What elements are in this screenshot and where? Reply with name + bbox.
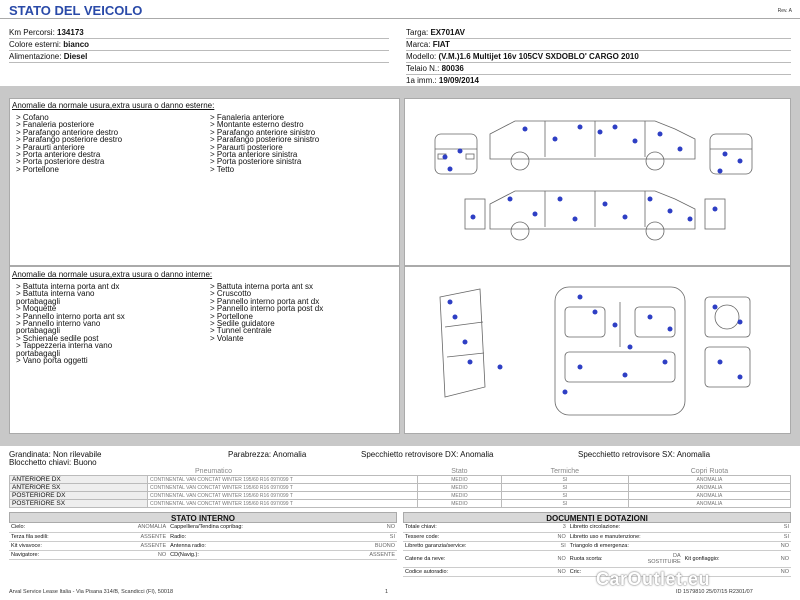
field-label: Catene da neve: <box>403 550 542 567</box>
page-title: STATO DEL VEICOLO <box>9 3 143 18</box>
footer-reference: ID 1579810 25/07/15 R2301/07 <box>676 589 753 595</box>
tyre-hubcap: ANOMALIA <box>628 476 790 484</box>
plate-label: Targa: <box>406 28 429 37</box>
color-row <box>9 39 389 51</box>
damage-marker <box>598 130 603 135</box>
list-item: > Tappezzeria interna vano <box>16 341 113 351</box>
watermark-logo: CarOutlet.eu <box>596 569 711 589</box>
external-car-diagram <box>405 99 792 267</box>
internal-state-table <box>9 523 397 560</box>
tyre-position: POSTERIORE DX <box>10 492 148 500</box>
list-item: > Sedile guidatore <box>210 319 275 329</box>
field-value: NO <box>98 550 168 559</box>
tyre-position: ANTERIORE SX <box>10 484 148 492</box>
list-item: > Portellone <box>16 164 59 174</box>
field-label: Navigatore: <box>9 550 98 559</box>
model-label: Modello: <box>406 52 437 61</box>
damage-marker <box>713 207 718 212</box>
list-item: > Parafango anteriore destro <box>16 127 119 137</box>
field-label: Libretto circolazione: <box>568 523 765 532</box>
field-label: Radio: <box>168 532 333 541</box>
tyre-model: CONTINENTAL VAN CONCTAT WINTER 195/60 R16 097/099 T <box>148 492 418 500</box>
damage-marker <box>648 315 653 320</box>
list-item: > Fanaleria anteriore <box>210 113 285 122</box>
field-label: Cielo: <box>9 523 98 532</box>
table-row <box>403 541 791 550</box>
damage-marker <box>448 300 453 305</box>
damage-marker <box>623 215 628 220</box>
field-label: Libretto uso e manutenzione: <box>568 532 765 541</box>
list-item: portabagagli <box>16 326 61 336</box>
brand-label: Marca: <box>406 40 431 49</box>
table-row <box>10 476 791 484</box>
damage-marker <box>578 295 583 300</box>
internal-car-diagram-panel <box>404 266 791 434</box>
key-block-status: Blocchetto chiavi: Buono <box>9 458 97 467</box>
list-item: > Battuta interna porta ant sx <box>210 282 313 291</box>
external-list-col1 <box>16 114 206 173</box>
column-header: Copri Ruota <box>690 468 729 475</box>
color-value: bianco <box>63 40 90 49</box>
field-label: Triangolo di emergenza: <box>568 541 765 550</box>
field-label: Antenna radio: <box>168 541 333 550</box>
damage-marker <box>468 360 473 365</box>
field-label: Cappelliera/Tendina copribag: <box>168 523 333 532</box>
damage-marker <box>558 197 563 202</box>
field-value: NO <box>333 523 397 532</box>
list-item: > Cruscotto <box>210 289 252 299</box>
documents-title: DOCUMENTI E DOTAZIONI <box>403 512 791 523</box>
list-item: > Battuta interna porta ant dx <box>16 282 120 291</box>
list-item: > Paraurti posteriore <box>210 142 283 152</box>
damage-marker <box>613 125 618 130</box>
list-item: > Porta anteriore destra <box>16 150 101 160</box>
internal-state-section <box>9 512 397 560</box>
field-value: NO <box>542 550 568 567</box>
damage-marker <box>463 340 468 345</box>
external-list-col2 <box>210 114 395 173</box>
list-item: > Porta anteriore sinistra <box>210 150 298 160</box>
tyre-winter: SI <box>501 500 628 508</box>
damage-marker <box>593 310 598 315</box>
damage-marker <box>498 365 503 370</box>
damage-marker <box>471 215 476 220</box>
field-value: 3 <box>542 523 568 532</box>
internal-car-diagram <box>405 267 792 435</box>
damage-marker <box>668 327 673 332</box>
tyre-hubcap: ANOMALIA <box>628 492 790 500</box>
damage-marker <box>713 305 718 310</box>
column-header: Pneumatico <box>195 468 232 475</box>
field-label: Kit vivavoce: <box>9 541 98 550</box>
field-label: Ruota scorta: <box>568 550 646 567</box>
damage-marker <box>633 139 638 144</box>
field-value: SI <box>333 532 397 541</box>
field-value: SI <box>765 523 791 532</box>
list-item: > Volante <box>210 333 244 343</box>
tyre-hubcap: ANOMALIA <box>628 484 790 492</box>
field-label: Codice autoradio: <box>403 567 542 576</box>
list-item: > Vano porta oggetti <box>16 356 88 366</box>
tyre-model: CONTINENTAL VAN CONCTAT WINTER 195/60 R16 097/099 T <box>148 500 418 508</box>
list-item: > Tunnel centrale <box>210 326 272 336</box>
list-item: > Pannello interno porta post dx <box>210 304 324 314</box>
table-row <box>403 550 791 567</box>
field-label: Cric: <box>568 567 765 576</box>
damage-markers <box>448 295 743 395</box>
damage-marker <box>718 360 723 365</box>
field-label: Kit gonfiaggio: <box>683 550 765 567</box>
field-label: CD(Navig.): <box>168 550 333 559</box>
km-value: 134173 <box>57 28 84 37</box>
vehicle-info-right <box>406 27 791 87</box>
chassis-label: Telaio N.: <box>406 64 440 73</box>
title-divider <box>0 18 800 19</box>
damage-marker <box>628 345 633 350</box>
list-item: > Parafango posteriore sinistro <box>210 135 320 145</box>
damage-marker <box>738 159 743 164</box>
tyre-table-header <box>10 468 791 476</box>
internal-list-col1 <box>16 283 211 364</box>
list-item: > Porta posteriore destra <box>16 157 105 167</box>
internal-damage-panel <box>9 266 400 434</box>
color-label: Colore esterni: <box>9 40 62 49</box>
registration-label: 1a imm.: <box>406 76 437 85</box>
damage-marker <box>508 197 513 202</box>
damage-marker <box>563 390 568 395</box>
list-item: > Montante esterno destro <box>210 120 304 130</box>
km-row <box>9 27 389 39</box>
tyre-model: CONTINENTAL VAN CONCTAT WINTER 195/60 R16 097/099 T <box>148 476 418 484</box>
external-damage-title: Anomalie da normale usura,extra usura o danno esterne: <box>12 101 215 110</box>
list-item: > Fanaleria posteriore <box>16 120 95 130</box>
windshield-status: Parabrezza: Anomalia <box>228 450 307 459</box>
fuel-label: Alimentazione: <box>9 52 62 61</box>
fuel-row <box>9 51 389 63</box>
table-row <box>9 532 397 541</box>
vehicle-info-left <box>9 27 389 63</box>
list-item: > Pannello interno porta ant dx <box>210 296 320 306</box>
tyre-state: MEDIO <box>418 492 502 500</box>
list-item: > Pannello interno porta ant sx <box>16 311 125 321</box>
damage-marker <box>578 365 583 370</box>
tyre-winter: SI <box>501 484 628 492</box>
brand-value: FIAT <box>432 40 450 49</box>
table-row <box>9 523 397 532</box>
tyre-position: ANTERIORE DX <box>10 476 148 484</box>
internal-state-title: STATO INTERNO <box>9 512 397 523</box>
mirror-dx-status: Specchietto retrovisore DX: Anomalia <box>361 450 494 459</box>
plate-row <box>406 27 791 39</box>
damage-marker <box>663 360 668 365</box>
damage-marker <box>533 212 538 217</box>
field-value: SI <box>765 532 791 541</box>
list-item: > Cofano <box>16 113 49 122</box>
field-label: Terza fila sedili: <box>9 532 98 541</box>
damage-marker <box>613 323 618 328</box>
field-value: NO <box>765 550 791 567</box>
plate-value: EX701AV <box>430 28 466 37</box>
field-value: NO <box>765 541 791 550</box>
mirror-sx-status: Specchietto retrovisore SX: Anomalia <box>578 450 711 459</box>
damage-marker <box>718 169 723 174</box>
model-row <box>406 51 791 63</box>
model-value: (V.M.)1.6 Multijet 16v 105CV SXDOBLO' CARGO 2010 <box>438 52 639 61</box>
damage-marker <box>668 209 673 214</box>
list-item: portabagagli <box>16 348 61 358</box>
damage-marker <box>723 152 728 157</box>
damage-marker <box>453 315 458 320</box>
damage-marker <box>523 127 528 132</box>
tyre-position: POSTERIORE SX <box>10 500 148 508</box>
damage-markers <box>443 125 743 222</box>
damage-marker <box>688 217 693 222</box>
field-value: ASSENTE <box>333 550 397 559</box>
fuel-value: Diesel <box>63 52 88 61</box>
tyre-state: MEDIO <box>418 500 502 508</box>
damage-marker <box>738 320 743 325</box>
table-row <box>403 523 791 532</box>
revision-label: Rev. A <box>777 8 792 14</box>
km-label: Km Percorsi: <box>9 28 55 37</box>
external-damage-panel <box>9 98 400 266</box>
tyre-model: CONTINENTAL VAN CONCTAT WINTER 195/60 R16 097/099 T <box>148 484 418 492</box>
tyre-winter: SI <box>501 476 628 484</box>
chassis-value: 80036 <box>441 64 464 73</box>
damage-marker <box>553 137 558 142</box>
list-item: > Tetto <box>210 164 235 174</box>
field-label: Libretto garanzia/service: <box>403 541 542 550</box>
internal-damage-title: Anomalie da normale usura,extra usura o danno interne: <box>12 270 213 279</box>
list-item: portabagagli <box>16 296 61 306</box>
column-header: Stato <box>451 468 468 475</box>
table-row <box>10 484 791 492</box>
list-item: > Parafango anteriore sinistro <box>210 127 316 137</box>
damage-marker <box>573 217 578 222</box>
tyre-state: MEDIO <box>418 476 502 484</box>
list-item: > Schienale sedile post <box>16 333 99 343</box>
tyre-winter: SI <box>501 492 628 500</box>
damage-marker <box>623 373 628 378</box>
damage-marker <box>678 147 683 152</box>
table-row <box>9 541 397 550</box>
registration-value: 19/09/2014 <box>438 76 479 85</box>
list-item: > Battuta interna vano <box>16 289 95 299</box>
documents-section <box>403 512 791 577</box>
damage-marker <box>603 202 608 207</box>
table-row <box>9 550 397 559</box>
field-value: ANOMALIA <box>98 523 168 532</box>
tyre-state: MEDIO <box>418 484 502 492</box>
field-value: NO <box>765 567 791 576</box>
field-label: Tessere code: <box>403 532 542 541</box>
damage-marker <box>738 375 743 380</box>
field-value: BUONO <box>333 541 397 550</box>
internal-list-col2 <box>210 283 395 342</box>
field-value: ASSENTE <box>98 532 168 541</box>
column-header: Termiche <box>550 468 580 475</box>
field-value: ASSENTE <box>98 541 168 550</box>
chassis-row <box>406 63 791 75</box>
brand-row <box>406 39 791 51</box>
table-row <box>403 532 791 541</box>
damage-marker <box>658 132 663 137</box>
hail-status: Grandinata: Non rilevabile <box>9 450 102 459</box>
damage-marker <box>443 155 448 160</box>
tyre-hubcap: ANOMALIA <box>628 500 790 508</box>
field-label: Totale chiavi: <box>403 523 542 532</box>
field-value: SI <box>542 541 568 550</box>
table-row <box>10 500 791 508</box>
damage-marker <box>458 149 463 154</box>
footer-page-number: 1 <box>385 589 389 595</box>
external-car-diagram-panel <box>404 98 791 266</box>
list-item: > Moquette <box>16 304 57 314</box>
list-item: > Pannello interno vano <box>16 319 101 329</box>
damage-marker <box>648 197 653 202</box>
footer-address: Arval Service Lease Italia - Via Pisana 314/B, Scandicci (FI), 50018 <box>9 589 174 595</box>
tyre-table <box>9 468 791 508</box>
damage-marker <box>448 167 453 172</box>
list-item: > Porta posteriore sinistra <box>210 157 302 167</box>
list-item: > Portellone <box>210 311 253 321</box>
list-item: > Parafango posteriore destro <box>16 135 123 145</box>
field-value: NO <box>542 567 568 576</box>
field-value: DA SOSTITUIRE <box>646 550 683 567</box>
list-item: > Paraurti anteriore <box>16 142 85 152</box>
table-row <box>10 492 791 500</box>
damage-marker <box>578 125 583 130</box>
field-value: NO <box>542 532 568 541</box>
